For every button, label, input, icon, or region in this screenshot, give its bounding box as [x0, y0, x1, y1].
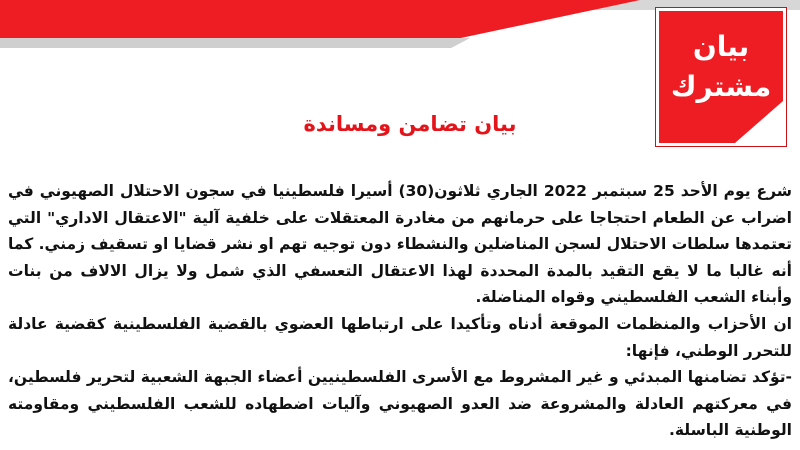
statement-body [8, 178, 792, 444]
badge-line-2: مشترك [670, 70, 772, 103]
joint-statement-badge [656, 8, 786, 146]
badge-folded-corner [735, 101, 783, 143]
badge-text [659, 27, 783, 107]
paragraph-3: -تؤكد تضامنها المبدئي و غير المشروط مع الأسرى الفلسطينيين أعضاء الجبهة الشعبية لتحرير فلسطين، في معركتهم العادلة والمشروعة ضد العدو الصهيوني وآليات اضطهاده للشعب الفلسطيني ومقاومته الوطنية الباسلة. [8, 368, 792, 440]
paragraph-2: ان الأحزاب والمنظمات الموقعة أدناه وتأكيدا على ارتباطها العضوي بالقضية الفلسطينية كقضية عادلة للتحرر الوطني، فإنها: [8, 314, 792, 360]
statement-title: بيان تضامن ومساندة [303, 112, 517, 136]
top-shadow-band [0, 38, 470, 48]
top-red-band [0, 0, 640, 38]
badge-line-1: بيان [692, 30, 750, 63]
paragraph-1: شرع يوم الأحد 25 سبتمبر 2022 الجاري ثلاثون(30) أسيرا فلسطينيا في سجون الاحتلال الصهيوني في اضراب عن الطعام احتجاجا على حرمانهم من مغادرة المعتقلات على خلفية آلية "الاعتقال الاداري" التي تعتمدها سلطات الاحتلال لسجن المناضلين والنشطاء دون توجيه تهم او نشر قضايا او تسقيف زمني. كما أنه غالبا ما لا يقع التقيد بالمدة المحددة لهذا الاعتقال التعسفي الذي شمل ولا يزال الالاف من بنات وأبناء الشعب الفلسطيني وقواه المناضلة. [8, 182, 792, 307]
